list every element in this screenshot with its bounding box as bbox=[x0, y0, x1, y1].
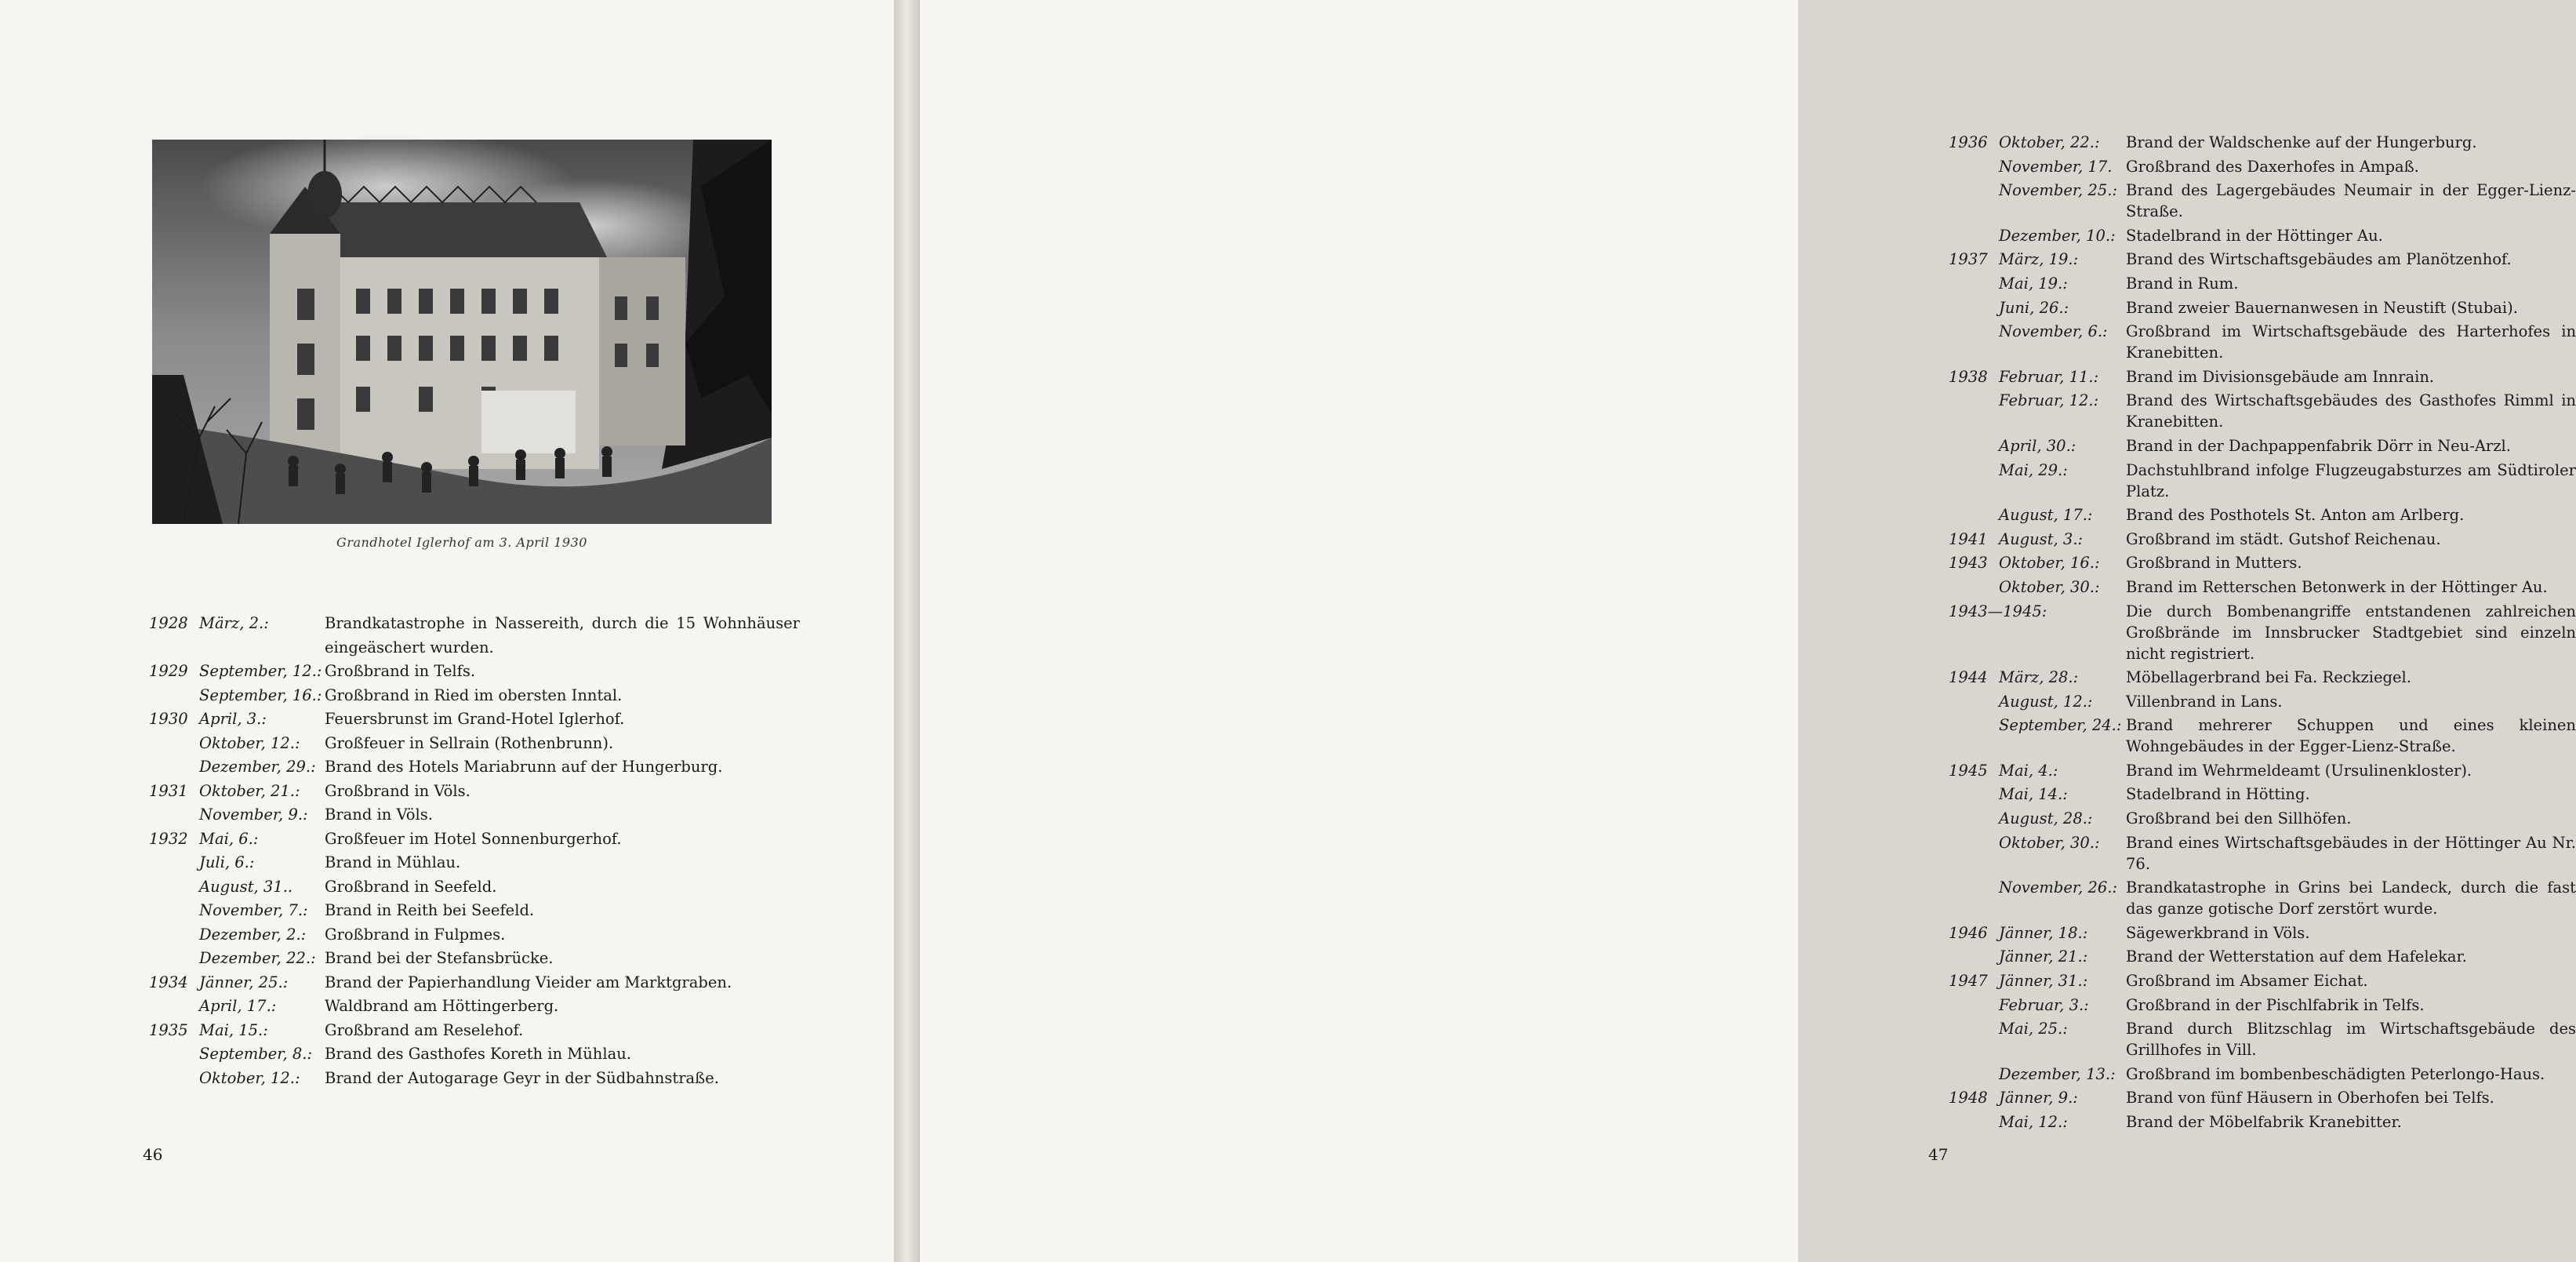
entry-event: Villenbrand in Lans. bbox=[2126, 692, 2283, 711]
chronology-entry bbox=[1949, 366, 2576, 387]
chronology-entry bbox=[1949, 601, 2576, 664]
entry-event: Großbrand im Wirtschaftsgebäude des Harterhofes in Kranebitten. bbox=[2126, 322, 2576, 362]
chronology-entry bbox=[1949, 552, 2576, 573]
entry-date: Oktober, 12.: bbox=[199, 1068, 300, 1087]
chronology-entry bbox=[149, 995, 800, 1019]
chronology-entry bbox=[1949, 760, 2576, 781]
entry-event: Brand des Lagergebäudes Neumair in der Egger-Lienz-Straße. bbox=[2126, 181, 2576, 221]
entry-date: Jänner, 25.: bbox=[199, 973, 289, 991]
chronology-entry bbox=[1949, 460, 2576, 502]
chronology-entry bbox=[1949, 832, 2576, 875]
chronology-entry bbox=[1949, 922, 2576, 944]
entry-event: Großfeuer in Sellrain (Rothenbrunn). bbox=[325, 733, 614, 752]
entry-event: Großbrand bei den Sillhöfen. bbox=[2126, 809, 2352, 828]
page-number-left: 46 bbox=[143, 1145, 163, 1164]
entry-event: Großbrand in Ried im obersten Inntal. bbox=[325, 686, 623, 704]
entry-event: Stadelbrand in Hötting. bbox=[2126, 785, 2310, 804]
entry-year: 1935 bbox=[149, 1020, 188, 1039]
entry-date: Oktober, 12.: bbox=[199, 733, 300, 752]
entry-event: Großbrand in der Pischlfabrik in Telfs. bbox=[2126, 995, 2425, 1014]
entry-year: 1947 bbox=[1949, 972, 1988, 991]
entry-year: 1941 bbox=[1949, 529, 1988, 548]
chronology-entry bbox=[1949, 1018, 2576, 1060]
chronology-entry bbox=[1949, 132, 2576, 153]
entry-date: August, 17.: bbox=[1999, 506, 2093, 525]
chronology-entry bbox=[1949, 1111, 2576, 1133]
entry-event: Großfeuer im Hotel Sonnenburgerhof. bbox=[325, 829, 622, 848]
entry-date: Dezember, 13.: bbox=[1999, 1064, 2116, 1083]
chronology-entry bbox=[149, 684, 800, 708]
entry-event: Brand im Retterschen Betonwerk in der Höttinger Au. bbox=[2126, 577, 2548, 596]
entry-date: Jänner, 31.: bbox=[1999, 972, 2088, 991]
entry-date: Oktober, 30.: bbox=[1999, 833, 2100, 852]
chronology-entry bbox=[149, 660, 800, 684]
chronology-entry bbox=[1949, 576, 2576, 598]
entry-date: Mai, 4.: bbox=[1999, 761, 2058, 780]
entry-date: Jänner, 21.: bbox=[1999, 947, 2088, 966]
entry-year: 1943—1945: bbox=[1949, 602, 2047, 620]
entry-date: November, 9.: bbox=[199, 806, 308, 824]
entry-date: April, 30.: bbox=[1999, 436, 2076, 455]
entry-event: Großbrand im Absamer Eichat. bbox=[2126, 972, 2368, 991]
entry-date: März, 2.: bbox=[199, 614, 269, 632]
entry-year: 1945 bbox=[1949, 761, 1988, 780]
entry-date: Oktober, 30.: bbox=[1999, 577, 2100, 596]
entry-date: Dezember, 2.: bbox=[199, 925, 307, 944]
chronology-entry bbox=[1949, 225, 2576, 246]
entry-event: Großbrand des Daxerhofes in Ampaß. bbox=[2126, 157, 2419, 176]
chronology-entry bbox=[149, 1019, 800, 1043]
entry-date: Dezember, 29.: bbox=[199, 758, 316, 776]
entry-event: Brand in Rum. bbox=[2126, 274, 2239, 293]
chronology-entry bbox=[1949, 877, 2576, 919]
entry-event: Brand in Reith bei Seefeld. bbox=[325, 901, 535, 919]
book-gutter bbox=[894, 0, 919, 1262]
right-page bbox=[919, 0, 2576, 1262]
chronology-entry bbox=[1949, 1064, 2576, 1085]
entry-event: Brand des Gasthofes Koreth in Mühlau. bbox=[325, 1045, 631, 1063]
chronology-entry bbox=[1949, 156, 2576, 177]
chronology-list-left bbox=[149, 612, 800, 1090]
entry-date: November, 7.: bbox=[199, 901, 308, 919]
entry-event: Großbrand in Seefeld. bbox=[325, 877, 497, 896]
entry-date: Mai, 12.: bbox=[1999, 1113, 2068, 1131]
chronology-entry bbox=[1949, 667, 2576, 688]
chronology-entry bbox=[149, 732, 800, 756]
chronology-entry bbox=[149, 851, 800, 875]
entry-event: Dachstuhlbrand infolge Flugzeugabsturzes am Südtiroler Platz. bbox=[2126, 460, 2576, 500]
entry-date: Mai, 14.: bbox=[1999, 785, 2068, 804]
entry-event: Brand eines Wirtschaftsgebäudes in der Höttinger Au Nr. 76. bbox=[2126, 833, 2576, 873]
entry-date: Dezember, 10.: bbox=[1999, 226, 2116, 245]
left-page bbox=[0, 0, 895, 1262]
entry-date: September, 8.: bbox=[199, 1045, 313, 1063]
chronology-entry bbox=[149, 827, 800, 852]
chronology-entry bbox=[1949, 249, 2576, 270]
chronology-entry bbox=[1949, 1087, 2576, 1108]
entry-date: Oktober, 16.: bbox=[1999, 554, 2100, 573]
entry-year: 1932 bbox=[149, 829, 188, 848]
entry-date: April, 17.: bbox=[199, 997, 277, 1015]
entry-date: Februar, 12.: bbox=[1999, 391, 2099, 410]
entry-event: Brand in Mühlau. bbox=[325, 853, 461, 871]
entry-year: 1946 bbox=[1949, 923, 1988, 942]
entry-year: 1937 bbox=[1949, 250, 1988, 269]
chronology-entry bbox=[149, 899, 800, 923]
entry-event: Brand zweier Bauernanwesen in Neustift (Stubai). bbox=[2126, 298, 2518, 317]
chronology-entry bbox=[149, 612, 800, 660]
entry-year: 1934 bbox=[149, 973, 188, 991]
chronology-entry bbox=[149, 875, 800, 900]
chronology-entry bbox=[1949, 995, 2576, 1016]
entry-date: Oktober, 22.: bbox=[1999, 133, 2100, 151]
entry-date: Februar, 3.: bbox=[1999, 995, 2089, 1014]
entry-date: November, 25.: bbox=[1999, 181, 2118, 200]
chronology-entry bbox=[149, 1042, 800, 1067]
entry-date: März, 19.: bbox=[1999, 250, 2079, 269]
chronology-entry bbox=[1949, 504, 2576, 526]
entry-date: September, 24.: bbox=[1999, 716, 2122, 735]
entry-event: Die durch Bombenangriffe entstandenen zahlreichen Großbrände im Innsbrucker Stadtgebiet sind einzeln nicht registriert. bbox=[2126, 602, 2576, 663]
entry-date: November, 6.: bbox=[1999, 322, 2108, 341]
photo-caption: Grandhotel Iglerhof am 3. April 1930 bbox=[336, 535, 587, 550]
chronology-entry bbox=[149, 1067, 800, 1091]
entry-event: Großbrand am Reselehof. bbox=[325, 1020, 524, 1039]
hotel-fire-photo bbox=[152, 140, 772, 524]
entry-date: September, 12.: bbox=[199, 662, 322, 680]
chronology-entry bbox=[149, 780, 800, 804]
chronology-entry bbox=[1949, 946, 2576, 967]
chronology-list-right bbox=[1949, 132, 2576, 1136]
entry-date: Jänner, 9.: bbox=[1999, 1089, 2078, 1107]
chronology-entry bbox=[1949, 784, 2576, 805]
chronology-entry bbox=[149, 755, 800, 780]
entry-event: Brand in der Dachpappenfabrik Dörr in Neu-Arzl. bbox=[2126, 436, 2511, 455]
entry-event: Brand des Wirtschaftsgebäudes des Gasthofes Rimml in Kranebitten. bbox=[2126, 391, 2576, 431]
entry-date: April, 3.: bbox=[199, 710, 267, 728]
entry-date: Mai, 15.: bbox=[199, 1020, 268, 1039]
chronology-entry bbox=[1949, 297, 2576, 318]
entry-event: Waldbrand am Höttingerberg. bbox=[325, 997, 559, 1015]
entry-event: Brand durch Blitzschlag im Wirtschaftsgebäude des Grillhofes in Vill. bbox=[2126, 1020, 2576, 1060]
entry-event: Brand des Hotels Mariabrunn auf der Hungerburg. bbox=[325, 758, 723, 776]
entry-date: Juni, 26.: bbox=[1999, 298, 2069, 317]
entry-year: 1936 bbox=[1949, 133, 1988, 151]
entry-event: Großbrand in Telfs. bbox=[325, 662, 476, 680]
entry-event: Großbrand im bombenbeschädigten Peterlongo-Haus. bbox=[2126, 1064, 2545, 1083]
page-number-right: 47 bbox=[1928, 1145, 1949, 1164]
entry-event: Großbrand im städt. Gutshof Reichenau. bbox=[2126, 529, 2441, 548]
entry-event: Brand in Völs. bbox=[325, 806, 433, 824]
entry-date: Dezember, 22.: bbox=[199, 949, 316, 967]
entry-date: Mai, 29.: bbox=[1999, 460, 2068, 479]
chronology-entry bbox=[1949, 808, 2576, 829]
entry-year: 1928 bbox=[149, 614, 188, 632]
chronology-entry bbox=[1949, 180, 2576, 222]
entry-event: Brand von fünf Häusern in Oberhofen bei Telfs. bbox=[2126, 1089, 2494, 1107]
entry-year: 1931 bbox=[149, 781, 188, 800]
entry-date: Mai, 25.: bbox=[1999, 1020, 2068, 1038]
entry-date: September, 16.: bbox=[199, 686, 322, 704]
chronology-entry bbox=[1949, 321, 2576, 363]
entry-event: Brand der Autogarage Geyr in der Südbahnstraße. bbox=[325, 1068, 719, 1087]
entry-year: 1929 bbox=[149, 662, 188, 680]
entry-event: Brand im Wehrmeldeamt (Ursulinenkloster). bbox=[2126, 761, 2472, 780]
entry-date: November, 17. bbox=[1999, 157, 2113, 176]
entry-event: Brand der Wetterstation auf dem Hafelekar. bbox=[2126, 947, 2467, 966]
entry-year: 1944 bbox=[1949, 668, 1988, 687]
chronology-entry bbox=[1949, 435, 2576, 456]
entry-event: Möbellagerbrand bei Fa. Reckziegel. bbox=[2126, 668, 2411, 687]
entry-event: Großbrand in Fulpmes. bbox=[325, 925, 506, 944]
chronology-entry bbox=[149, 803, 800, 827]
entry-date: Jänner, 18.: bbox=[1999, 923, 2088, 942]
entry-date: März, 28.: bbox=[1999, 668, 2079, 687]
entry-event: Brand im Divisionsgebäude am Innrain. bbox=[2126, 367, 2435, 386]
entry-event: Brandkatastrophe in Nassereith, durch die 15 Wohnhäuser eingeäschert wurden. bbox=[325, 614, 800, 656]
entry-year: 1938 bbox=[1949, 367, 1988, 386]
entry-event: Großbrand in Mutters. bbox=[2126, 554, 2302, 573]
chronology-entry bbox=[1949, 715, 2576, 757]
chronology-entry bbox=[1949, 691, 2576, 712]
entry-year: 1943 bbox=[1949, 554, 1988, 573]
entry-date: Juli, 6.: bbox=[199, 853, 255, 871]
chronology-entry bbox=[1949, 970, 2576, 991]
entry-event: Brand mehrerer Schuppen und eines kleinen Wohngebäudes in der Egger-Lienz-Straße. bbox=[2126, 716, 2576, 756]
chronology-entry bbox=[1949, 529, 2576, 550]
entry-date: August, 3.: bbox=[1999, 529, 2084, 548]
entry-date: Oktober, 21.: bbox=[199, 781, 300, 800]
entry-event: Sägewerkbrand in Völs. bbox=[2126, 923, 2310, 942]
entry-event: Brand der Waldschenke auf der Hungerburg. bbox=[2126, 133, 2477, 151]
entry-date: November, 26.: bbox=[1999, 878, 2118, 897]
chronology-entry bbox=[149, 947, 800, 971]
entry-date: August, 31.. bbox=[199, 877, 293, 896]
entry-event: Großbrand in Völs. bbox=[325, 781, 471, 800]
entry-date: August, 12.: bbox=[1999, 692, 2093, 711]
entry-event: Brand bei der Stefansbrücke. bbox=[325, 949, 554, 967]
entry-year: 1930 bbox=[149, 710, 188, 728]
entry-event: Stadelbrand in der Höttinger Au. bbox=[2126, 226, 2383, 245]
entry-date: Mai, 6.: bbox=[199, 829, 259, 848]
entry-event: Brand der Möbelfabrik Kranebitter. bbox=[2126, 1113, 2402, 1131]
chronology-entry bbox=[149, 971, 800, 995]
entry-event: Feuersbrunst im Grand-Hotel Iglerhof. bbox=[325, 710, 625, 728]
entry-event: Brand des Posthotels St. Anton am Arlberg. bbox=[2126, 506, 2465, 525]
chronology-entry bbox=[149, 707, 800, 732]
entry-event: Brandkatastrophe in Grins bei Landeck, durch die fast das ganze gotische Dorf zerstört wurde. bbox=[2126, 878, 2576, 918]
chronology-entry bbox=[149, 923, 800, 947]
entry-date: Mai, 19.: bbox=[1999, 274, 2068, 293]
chronology-entry bbox=[1949, 390, 2576, 432]
entry-event: Brand des Wirtschaftsgebäudes am Planötzenhof. bbox=[2126, 250, 2512, 269]
chronology-entry bbox=[1949, 273, 2576, 294]
entry-year: 1948 bbox=[1949, 1089, 1988, 1107]
entry-date: Februar, 11.: bbox=[1999, 367, 2099, 386]
entry-event: Brand der Papierhandlung Vieider am Marktgraben. bbox=[325, 973, 732, 991]
entry-date: August, 28.: bbox=[1999, 809, 2093, 828]
